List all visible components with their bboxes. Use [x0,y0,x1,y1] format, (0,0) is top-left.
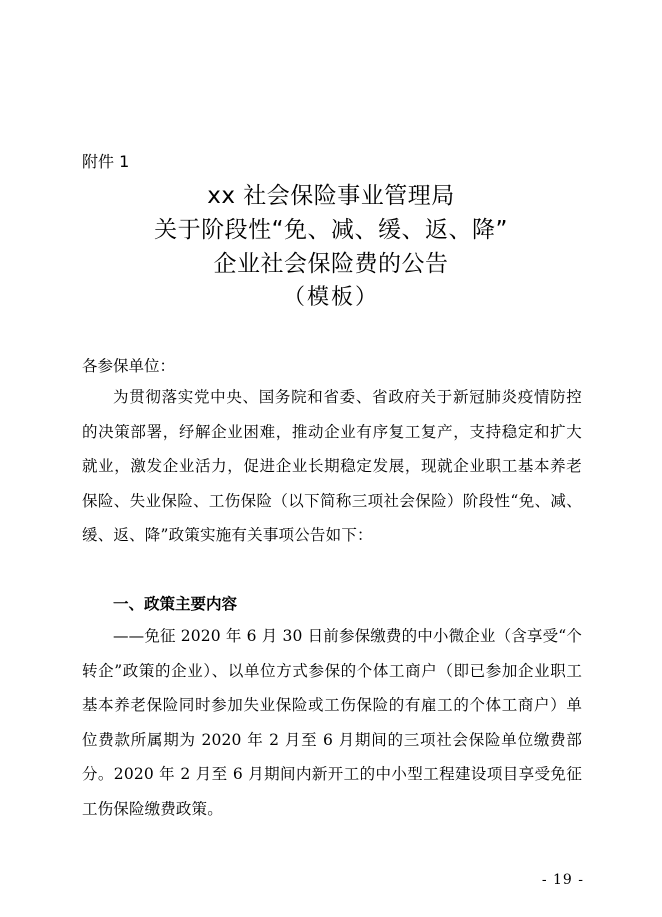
intro-paragraph: 为贯彻落实党中央、国务院和省委、省政府关于新冠肺炎疫情防控的决策部署，纾解企业困难，推动企业有序复工复产，支持稳定和扩大就业，激发企业活力，促进企业长期稳定发展，现就企业职工基本养老保险、失业保险、工伤保险（以下简称三项社会保险）阶段性“免、减、缓、返、降”政策实施有关事项公告如下： [82,388,582,544]
title-line-1: xx 社会保险事业管理局 [207,183,455,209]
page-number: - 19 - [541,872,584,888]
title-template-note: （模板） [282,285,379,310]
attachment-label: 附件 1 [82,152,130,171]
policy-paragraph: ——免征 2020 年 6 月 30 日前参保缴费的中小微企业（含享受“个转企”政策的企业）、以单位方式参保的个体工商户（即已参加企业职工基本养老保险同时参加失业保险或工伤保险的有雇工的个体工商户）单位费款所属期为 2020 年 2 月至 6 月期间的三项社会保险单位缴费部分。2020 年 2 月至 6 月期间内新开工的中小型工程建设项目享受免征工伤保险缴费政策。 [82,627,582,818]
section-heading-policy: 一、政策主要内容 [113,595,238,613]
title-line-3: 企业社会保险费的公告 [213,251,449,277]
salutation: 各参保单位： [82,357,176,375]
title-line-2: 关于阶段性“免、减、缓、返、降” [154,217,508,243]
